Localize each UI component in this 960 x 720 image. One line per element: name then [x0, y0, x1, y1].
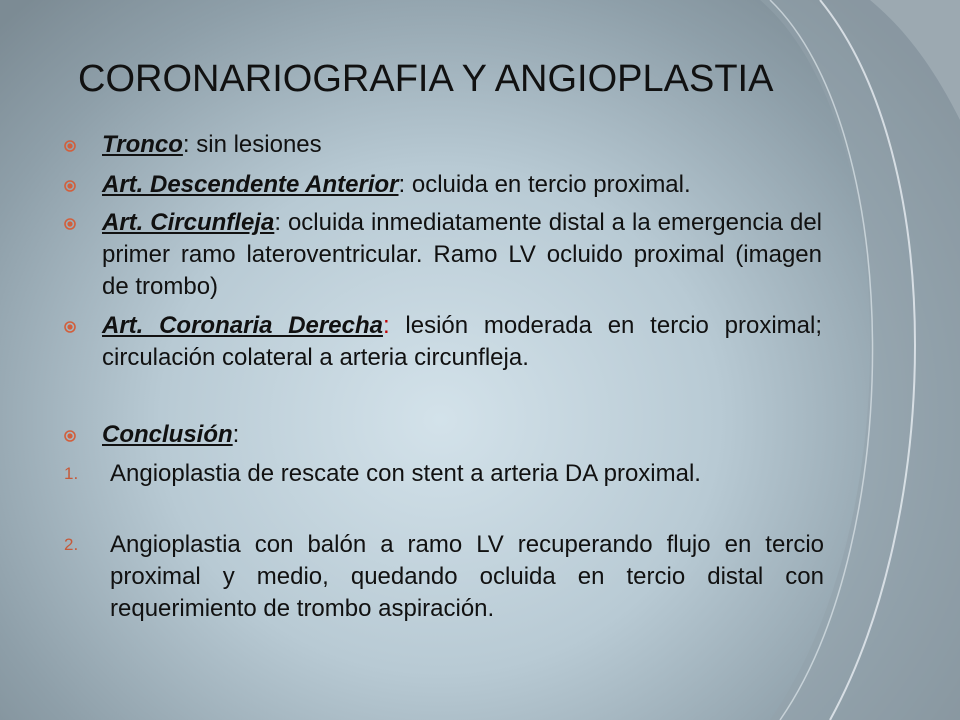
circle-dot-icon	[64, 180, 76, 192]
finding-separator: :	[182, 131, 190, 158]
finding-descendente-anterior	[102, 169, 832, 201]
circle-dot-icon	[64, 140, 76, 152]
finding-separator: :	[398, 171, 406, 198]
finding-term: Art. Descendente Anterior	[102, 171, 399, 198]
finding-separator: :	[382, 312, 390, 339]
finding-term: Art. Circunfleja	[102, 209, 275, 236]
finding-tronco	[102, 129, 832, 161]
finding-text: ocluida inmediatamente distal a la emergencia del primer ramo lateroventricular. Ramo LV ocluido proximal (imagen de trombo)	[102, 209, 823, 300]
finding-term: Art. Coronaria Derecha	[102, 312, 383, 339]
finding-text: sin lesiones	[189, 131, 322, 158]
circle-dot-icon	[64, 430, 76, 442]
slide-title: CORONARIOGRAFIA Y ANGIOPLASTIA	[78, 58, 774, 100]
finding-term: Tronco	[102, 131, 183, 158]
conclusion-heading	[102, 419, 822, 451]
step-number: 2.	[64, 535, 79, 554]
finding-separator: :	[274, 209, 281, 236]
conclusion-step-1: Angioplastia de rescate con stent a arteria DA proximal.	[110, 460, 701, 487]
step-number: 1.	[64, 464, 79, 483]
finding-text: lesión moderada en tercio proximal; circulación colateral a arteria circunfleja.	[102, 312, 822, 371]
conclusion-step-2: Angioplastia con balón a ramo LV recuperando flujo en tercio proximal y medio, quedando ocluida en tercio distal con requerimiento de trombo aspiración.	[110, 531, 824, 622]
finding-circunfleja	[102, 207, 822, 303]
finding-coronaria-derecha	[102, 310, 822, 374]
circle-dot-icon	[64, 321, 76, 333]
conclusion-term: Conclusión	[102, 421, 233, 448]
conclusion-separator: :	[232, 421, 240, 448]
circle-dot-icon	[64, 218, 76, 230]
finding-text: ocluida en tercio proximal.	[405, 171, 691, 198]
